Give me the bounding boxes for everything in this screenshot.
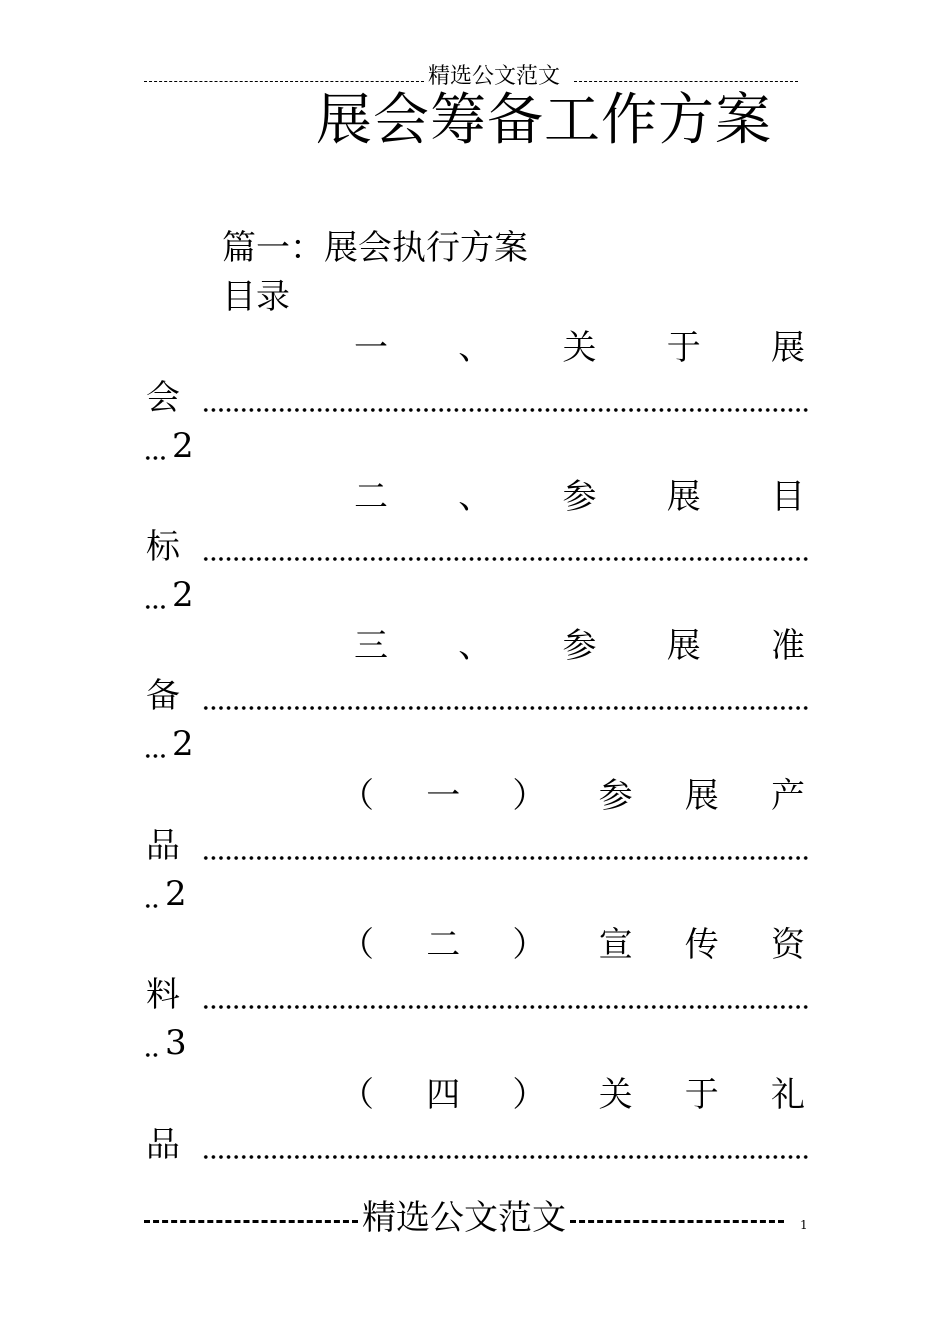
header-rule-left (144, 81, 424, 82)
document-title: 展会筹备工作方案 (316, 88, 772, 153)
toc-entry[interactable] (0, 923, 950, 1073)
dot-leader (144, 872, 159, 916)
toc-char: 品 (146, 826, 180, 866)
toc-entry-page-row (144, 1021, 187, 1065)
toc-char: 资 (770, 925, 805, 965)
footer-rule-right (570, 1220, 784, 1223)
toc-char: 目 (771, 477, 805, 517)
toc-char: 标 (146, 527, 180, 567)
toc-entry-title (354, 475, 805, 519)
header-rule-right (574, 81, 798, 82)
toc-char: 展 (771, 328, 805, 368)
toc-entry-leader-row (146, 376, 810, 420)
toc-entry-leader-row (146, 1123, 810, 1167)
toc-entry-title (354, 624, 805, 668)
toc-char: （ (340, 776, 374, 816)
toc-entry-page-row (144, 573, 194, 617)
dot-leader (202, 674, 810, 718)
toc-entry-page-row (144, 722, 194, 766)
toc-heading: 目录 (222, 277, 290, 317)
toc-char: 于 (666, 328, 701, 368)
toc-char: 二 (426, 925, 461, 965)
toc-char: 品 (146, 1125, 180, 1165)
toc-entry-page-row (144, 872, 187, 916)
footer-rule-left (144, 1220, 358, 1223)
dot-leader (202, 973, 810, 1017)
toc-char: ） (512, 925, 547, 965)
toc-char: 一 (426, 776, 461, 816)
dot-leader (144, 1021, 159, 1065)
header-text: 精选公文范文 (428, 64, 561, 89)
toc-char: 宣 (598, 925, 633, 965)
page-number: 1 (800, 1218, 808, 1232)
page-footer (144, 1196, 784, 1240)
toc-page-number: 2 (172, 426, 194, 466)
toc-char: 备 (146, 676, 180, 716)
toc-char: 于 (684, 1075, 719, 1115)
toc-char: 、 (458, 328, 493, 368)
toc-entry-leader-row (146, 824, 810, 868)
toc-char: 二 (354, 477, 388, 517)
toc-char: 一 (354, 328, 388, 368)
toc-entry[interactable] (0, 774, 950, 924)
toc-char: 参 (598, 776, 633, 816)
toc-entry-title (354, 326, 805, 370)
toc-char: ） (512, 1075, 547, 1115)
dot-leader (202, 824, 810, 868)
toc-char: 四 (426, 1075, 461, 1115)
toc-char: 产 (770, 776, 805, 816)
toc-page-number: 2 (165, 874, 187, 914)
toc-entry-leader-row (146, 674, 810, 718)
toc-entry-leader-row (146, 973, 810, 1017)
dot-leader (144, 424, 166, 468)
toc-char: 展 (666, 477, 701, 517)
toc-page-number: 2 (172, 575, 194, 615)
toc-entry[interactable] (0, 326, 950, 476)
toc-char: 展 (666, 626, 701, 666)
toc-char: 三 (354, 626, 388, 666)
toc-entry-page-row (144, 424, 194, 468)
dot-leader (202, 525, 810, 569)
toc-char: 传 (684, 925, 719, 965)
footer-text: 精选公文范文 (362, 1198, 566, 1238)
toc-entry-leader-row (146, 525, 810, 569)
toc-char: （ (340, 925, 374, 965)
toc-entry[interactable] (0, 624, 950, 774)
toc-char: 、 (458, 626, 493, 666)
toc-entry-title (340, 774, 805, 818)
toc-char: 准 (771, 626, 805, 666)
toc-entry-title (340, 1073, 805, 1117)
toc-char: 礼 (770, 1075, 805, 1115)
dot-leader (144, 722, 166, 766)
toc-char: 会 (146, 378, 180, 418)
toc-page-number: 3 (165, 1023, 187, 1063)
toc-char: （ (340, 1075, 374, 1115)
toc-char: 关 (598, 1075, 633, 1115)
toc-entry[interactable] (0, 475, 950, 625)
dot-leader (202, 1123, 810, 1167)
dot-leader (144, 573, 166, 617)
dot-leader (202, 376, 810, 420)
toc-entry-title (340, 923, 805, 967)
toc-char: 参 (562, 477, 597, 517)
chapter-heading: 篇一：展会执行方案 (222, 228, 528, 268)
toc-page-number: 2 (172, 724, 194, 764)
toc-char: 、 (458, 477, 493, 517)
toc-char: ） (512, 776, 547, 816)
toc-char: 料 (146, 975, 180, 1015)
toc-char: 关 (562, 328, 597, 368)
toc-char: 展 (684, 776, 719, 816)
toc-char: 参 (562, 626, 597, 666)
toc-entry[interactable] (0, 1073, 950, 1173)
